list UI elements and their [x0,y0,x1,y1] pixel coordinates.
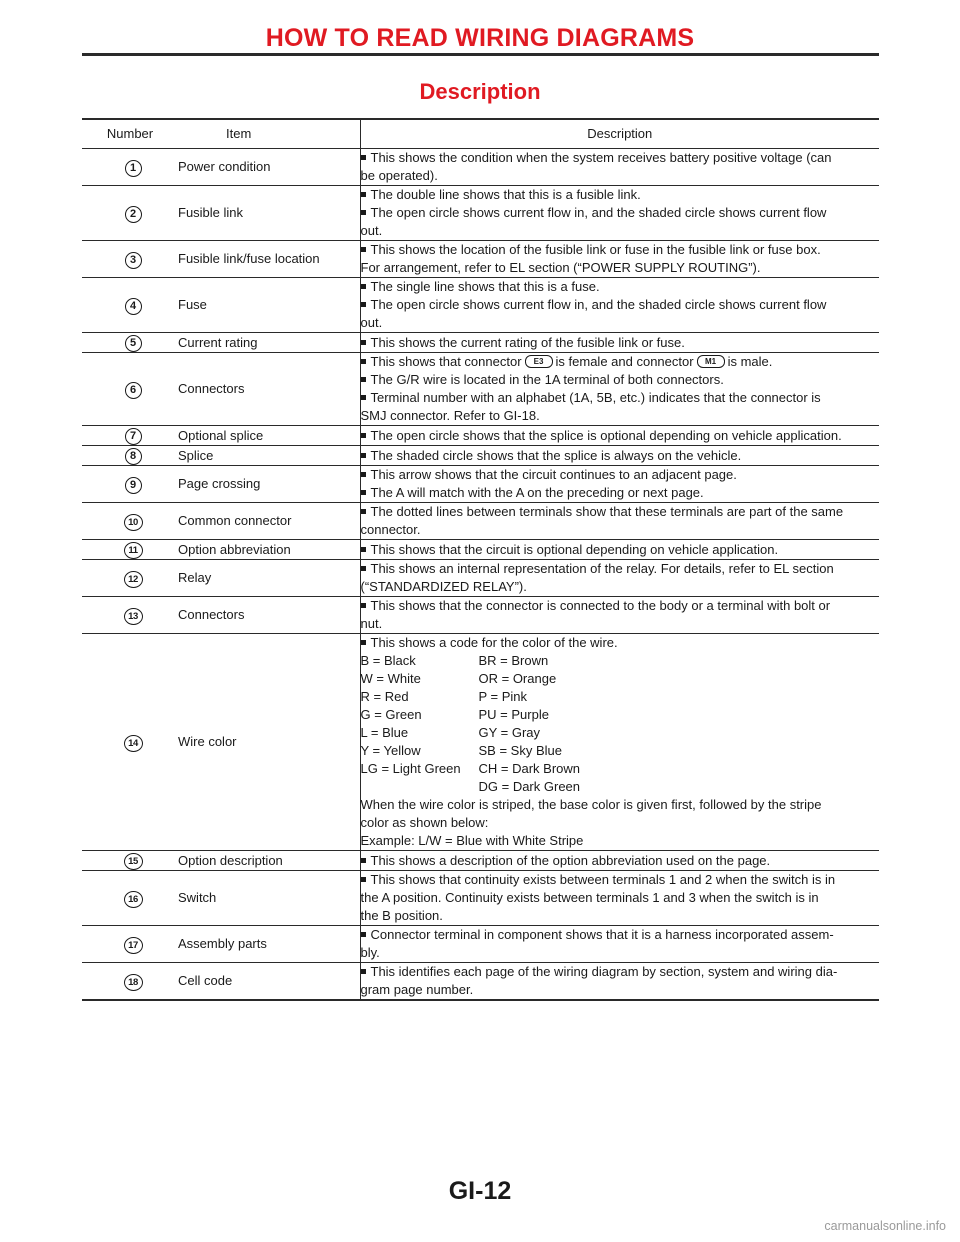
row-number-cell [82,851,178,871]
bullet-line [361,560,880,578]
row-number-cell [82,186,178,241]
bullet-line [361,186,880,204]
description-text: This identifies each page of the wiring diagram by section, system and wiring dia- [370,964,838,979]
row-description [360,241,879,278]
page-header-title: HOW TO READ WIRING DIAGRAMS [265,24,695,52]
color-code: W = White [360,671,421,686]
row-description [360,540,879,560]
bullet-icon [361,490,366,495]
description-text: The open circle shows current flow in, and the shaded circle shows current flow [370,297,827,312]
color-code: B = Black [360,653,416,668]
description-text: This shows that connector [370,354,522,369]
bullet-icon [361,509,366,514]
table-row [82,871,879,926]
bullet-line [361,204,880,222]
color-code: LG = Light Green [360,761,461,776]
description-text: The A will match with the A on the preceding or next page. [370,485,704,500]
description-continuation: When the wire color is striped, the base color is given first, followed by the stripe [360,797,822,812]
row-number-cell [82,466,178,503]
table-row [82,597,879,634]
number-circle-icon: 9 [125,477,142,494]
column-header-number: Number [82,119,178,149]
page-number: GI-12 [448,1177,512,1205]
table-row [82,560,879,597]
number-circle-icon: 12 [124,571,143,588]
bullet-line [361,389,880,407]
bullet-line [361,334,880,352]
description-text: This shows the location of the fusible link or fuse in the fusible link or fuse box. [370,242,821,257]
color-code: OR = Orange [478,671,557,686]
bullet-line [361,371,880,389]
number-circle-icon: 2 [125,206,142,223]
table-row [82,241,879,278]
table-row [82,333,879,353]
row-item-label: Fusible link [178,186,360,241]
row-description [360,466,879,503]
number-circle-icon: 6 [125,382,142,399]
description-continuation: connector. [360,522,421,537]
number-circle-icon: 18 [124,974,143,991]
description-text: The dotted lines between terminals show that these terminals are part of the same [370,504,844,519]
row-item-label: Option abbreviation [178,540,360,560]
description-text: The single line shows that this is a fuse. [370,279,600,294]
color-code: BR = Brown [478,653,549,668]
row-number-cell [82,446,178,466]
row-number-cell [82,926,178,963]
number-circle-icon: 10 [124,514,143,531]
table-row [82,540,879,560]
table-row [82,634,879,851]
description-text: This shows that the connector is connected to the body or a terminal with bolt or [370,598,831,613]
row-description [360,278,879,333]
description-continuation: For arrangement, refer to EL section (“POWER SUPPLY ROUTING”). [360,260,761,275]
row-number-cell [82,560,178,597]
bullet-line [361,852,880,870]
number-circle-icon: 3 [125,252,142,269]
row-description [360,353,879,426]
row-number-cell [82,963,178,1001]
bullet-icon [361,155,366,160]
table-row [82,446,879,466]
table-row [82,963,879,1001]
row-description [360,560,879,597]
description-text: The open circle shows that the splice is optional depending on vehicle application. [370,427,842,443]
row-item-label: Page crossing [178,466,360,503]
row-item-label: Power condition [178,149,360,186]
row-description [360,149,879,186]
row-description [360,186,879,241]
description-continuation: nut. [360,616,383,631]
bullet-icon [361,302,366,307]
row-item-label: Current rating [178,333,360,353]
bullet-line [361,926,880,944]
description-table [82,118,879,1001]
bullet-icon [361,640,366,645]
bullet-icon [361,247,366,252]
number-circle-icon: 1 [125,160,142,177]
row-item-label: Fusible link/fuse location [178,241,360,278]
bullet-icon [361,433,366,438]
table-row [82,926,879,963]
number-circle-icon: 7 [125,428,142,445]
table-row [82,186,879,241]
row-number-cell [82,241,178,278]
row-item-label: Assembly parts [178,926,360,963]
description-continuation: be operated). [360,168,438,183]
row-description [360,963,879,1001]
row-description [360,851,879,871]
bullet-line [361,353,880,371]
bullet-line [361,149,880,167]
row-item-label: Connectors [178,597,360,634]
color-code: GY = Gray [478,725,541,740]
row-number-cell [82,149,178,186]
description-continuation: the A position. Continuity exists between terminals 1 and 3 when the switch is in [360,890,819,905]
row-number-cell [82,333,178,353]
description-text: is female and connector [555,354,694,369]
table-row [82,503,879,540]
row-number-cell [82,634,178,851]
bullet-line [361,597,880,615]
column-header-description: Description [360,119,879,149]
row-item-label: Connectors [178,353,360,426]
bullet-line [361,466,880,484]
bullet-icon [361,210,366,215]
bullet-line [361,503,880,521]
bullet-icon [361,877,366,882]
color-code: R = Red [360,689,409,704]
bullet-icon [361,377,366,382]
bullet-line [361,296,880,314]
description-continuation: color as shown below: [360,815,489,830]
number-circle-icon: 15 [124,853,143,870]
column-header-item: Item [178,119,360,149]
row-number-cell [82,353,178,426]
table-row [82,353,879,426]
description-text: Terminal number with an alphabet (1A, 5B, etc.) indicates that the connector is [370,390,821,405]
bullet-line [361,447,880,465]
description-text: is male. [727,354,773,369]
row-description [360,871,879,926]
row-description [360,503,879,540]
bullet-line [361,963,880,981]
bullet-icon [361,932,366,937]
row-number-cell [82,597,178,634]
watermark: carmanualsonline.info [824,1219,946,1233]
bullet-line [361,541,880,559]
description-text: The open circle shows current flow in, and the shaded circle shows current flow [370,205,827,220]
description-continuation: the B position. [360,908,443,923]
description-text: The double line shows that this is a fusible link. [370,187,641,202]
bullet-icon [361,547,366,552]
row-item-label: Cell code [178,973,233,988]
description-text: This shows an internal representation of the relay. For details, refer to EL section [370,561,834,576]
description-continuation: (“STANDARDIZED RELAY”). [360,579,527,594]
description-text: The shaded circle shows that the splice is always on the vehicle. [370,447,742,463]
row-item-label: Wire color [178,634,360,851]
number-circle-icon: 14 [124,735,143,752]
table-row [82,426,879,446]
connector-badge-icon: E3 [525,355,553,368]
color-code: Y = Yellow [360,743,421,758]
row-description [360,634,879,851]
row-description [360,426,879,446]
number-circle-icon: 11 [124,542,143,559]
row-item-label: Relay [178,560,360,597]
description-continuation: out. [360,315,383,330]
description-continuation: out. [360,223,383,238]
row-item-label: Switch [178,871,360,926]
description-continuation: bly. [360,945,380,960]
bullet-line [361,484,880,502]
row-item-label: Option description [178,851,360,871]
description-text: This shows that continuity exists between terminals 1 and 2 when the switch is in [370,872,836,887]
bullet-line [361,427,880,445]
table-header-row [82,119,879,149]
row-description [360,926,879,963]
bullet-icon [361,284,366,289]
bullet-icon [361,472,366,477]
section-title: Description [419,79,541,104]
row-number-cell [82,426,178,446]
row-item-label: Optional splice [178,426,360,446]
description-continuation: Example: L/W = Blue with White Stripe [360,833,584,848]
description-text: This shows a description of the option abbreviation used on the page. [370,852,771,868]
bullet-line [361,871,880,889]
color-code: L = Blue [360,725,409,740]
number-circle-icon: 13 [124,608,143,625]
row-number-cell [82,540,178,560]
description-text: This shows the condition when the system receives battery positive voltage (can [370,150,832,165]
connector-badge-icon: M1 [697,355,725,368]
color-code [361,778,479,796]
description-text: This shows the current rating of the fusible link or fuse. [370,334,685,350]
header-rule [82,53,879,56]
row-number-cell [82,871,178,926]
color-code: P = Pink [478,689,528,704]
number-circle-icon: 17 [124,937,143,954]
bullet-icon [361,192,366,197]
color-code: SB = Sky Blue [478,743,562,758]
table-row [82,278,879,333]
bullet-icon [361,453,366,458]
bullet-icon [361,566,366,571]
description-text: This shows a code for the color of the wire. [370,635,618,650]
bullet-icon [361,603,366,608]
row-number-cell [82,503,178,540]
row-item-label: Fuse [178,278,360,333]
row-item-label: Common connector [178,503,360,540]
bullet-line [361,278,880,296]
row-description [360,446,879,466]
bullet-icon [361,340,366,345]
number-circle-icon: 8 [125,448,142,465]
number-circle-icon: 16 [124,891,143,908]
description-continuation: gram page number. [360,982,474,997]
row-item-label: Splice [178,446,360,466]
bullet-icon [361,359,366,364]
description-text: The G/R wire is located in the 1A terminal of both connectors. [370,372,724,387]
bullet-line [361,634,880,652]
row-description [360,333,879,353]
table-row [82,466,879,503]
color-code: CH = Dark Brown [478,761,580,776]
description-text: This shows that the circuit is optional depending on vehicle application. [370,541,779,557]
bullet-icon [361,395,366,400]
wire-color-codes [361,652,880,796]
description-text: Connector terminal in component shows that it is a harness incorporated assem- [370,927,834,942]
table-row [82,149,879,186]
table-body [82,149,879,1001]
color-code: G = Green [360,707,422,722]
bullet-icon [361,969,366,974]
description-continuation: SMJ connector. Refer to GI-18. [360,408,540,423]
table-row [82,851,879,871]
bullet-line [361,241,880,259]
description-text: This arrow shows that the circuit continues to an adjacent page. [370,467,737,482]
row-number-cell [82,278,178,333]
bullet-icon [361,858,366,863]
number-circle-icon: 5 [125,335,142,352]
color-code: DG = Dark Green [478,779,581,794]
color-code: PU = Purple [478,707,549,722]
number-circle-icon: 4 [125,298,142,315]
row-description [360,597,879,634]
